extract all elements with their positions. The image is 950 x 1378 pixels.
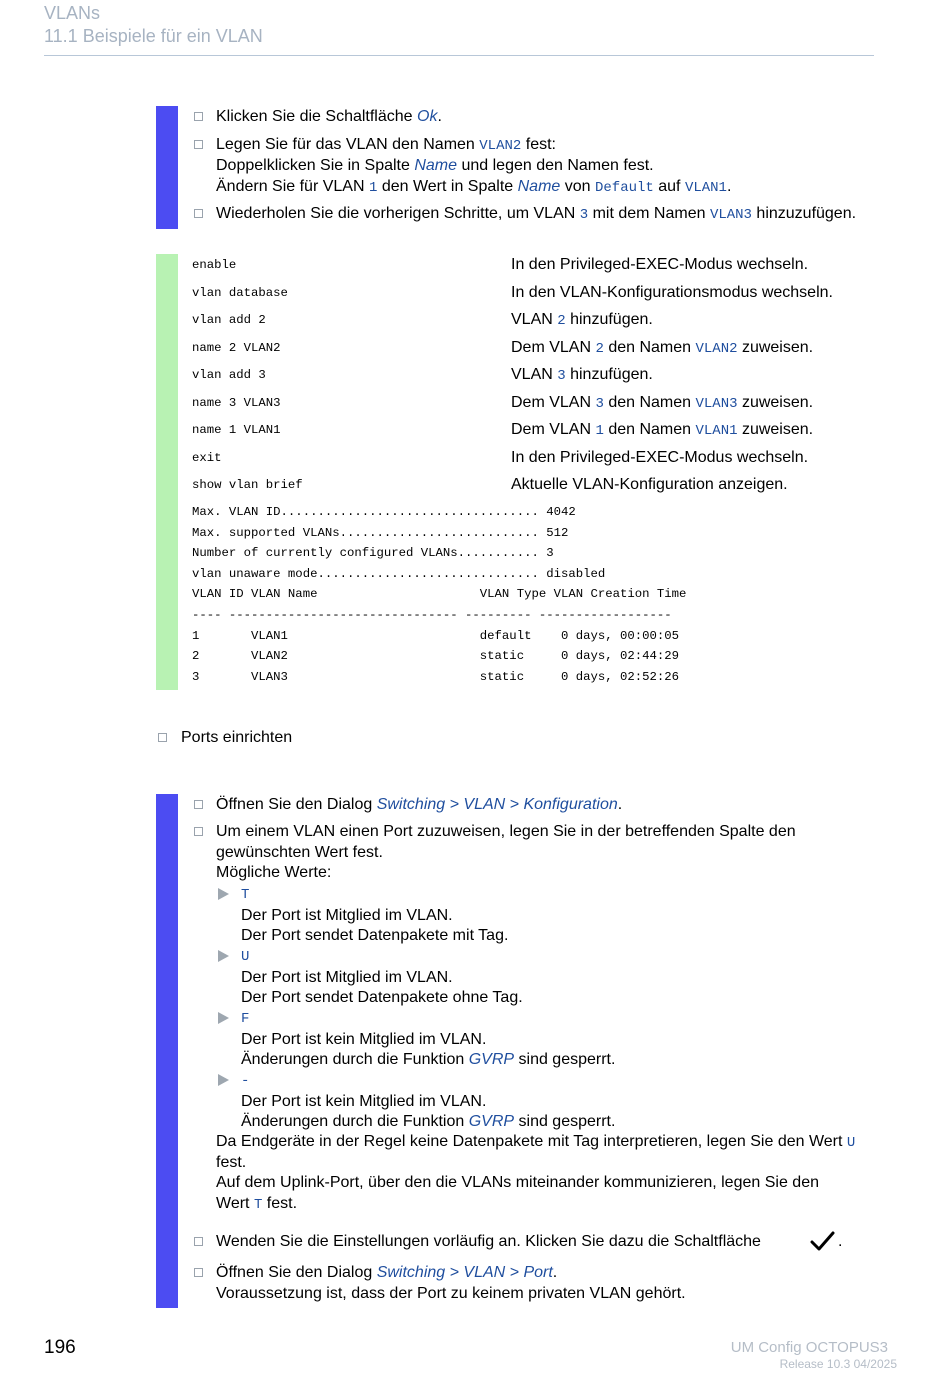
checkmark-icon: [810, 1230, 836, 1254]
value-code: -: [241, 1073, 250, 1089]
cli-bar: [156, 254, 178, 690]
procedure-bar: [156, 794, 178, 1308]
running-header: [44, 2, 263, 48]
value-description: Der Port ist Mitglied im VLAN.: [241, 906, 453, 924]
value-description: Der Port ist Mitglied im VLAN.: [241, 968, 453, 986]
bullet-triangle-icon: [218, 1074, 229, 1086]
ok-button-ref: Ok: [417, 108, 438, 125]
cli-output-line: 3 VLAN3 static 0 days, 02:52:26: [192, 669, 680, 684]
bullet-triangle-icon: [218, 950, 229, 962]
cli-command: name 1 VLAN1: [192, 423, 281, 437]
bullet-triangle-icon: [218, 888, 229, 900]
note-endgeraete-end: fest.: [216, 1154, 247, 1171]
footer-doc-title: UM Config OCTOPUS3: [730, 1339, 888, 1356]
value-description: Der Port ist kein Mitglied im VLAN.: [241, 1030, 487, 1048]
header-rule: [44, 55, 874, 56]
value-description: Änderungen durch die Funktion GVRP sind gesperrt.: [241, 1051, 616, 1068]
checkbox-icon: [194, 209, 203, 218]
note-uplink: Auf dem Uplink-Port, über den die VLANs miteinander kommunizieren, legen Sie den: [216, 1174, 819, 1191]
cli-description: VLAN 3 hinzufügen.: [511, 366, 653, 384]
value-description: Änderungen durch die Funktion GVRP sind gesperrt.: [241, 1113, 616, 1130]
note-endgeraete: Da Endgeräte in der Regel keine Datenpakete mit Tag interpretieren, legen Sie den Wert U: [216, 1133, 856, 1151]
cli-output-line: 2 VLAN2 static 0 days, 02:44:29: [192, 649, 680, 664]
cli-description: In den Privileged-EXEC-Modus wechseln.: [511, 256, 809, 273]
dialog-path: Switching > VLAN > Port: [376, 1264, 553, 1281]
cli-output-line: VLAN ID VLAN Name VLAN Type VLAN Creation Time: [192, 587, 687, 602]
cli-description: Dem VLAN 3 den Namen VLAN3 zuweisen.: [511, 393, 814, 412]
cli-output-line: Max. supported VLANs........................... 512: [192, 525, 569, 540]
bullet-triangle-icon: [218, 1012, 229, 1024]
value-code: F: [241, 1011, 250, 1027]
cli-command: enable: [192, 258, 237, 272]
checkbox-icon: [194, 1237, 203, 1246]
cli-command: name 2 VLAN2: [192, 340, 281, 355]
footer-release: Release 10.3 04/2025: [779, 1357, 897, 1371]
cli-description: In den VLAN-Konfigurationsmodus wechseln.: [511, 283, 833, 301]
cli-command: name 3 VLAN3: [192, 395, 281, 410]
cli-output-line: Number of currently configured VLANs........... 3: [192, 546, 554, 561]
checkbox-icon: [194, 1268, 203, 1277]
cli-output-line: 1 VLAN1 default 0 days, 00:00:05: [192, 628, 680, 643]
cli-command: vlan add 2: [192, 313, 266, 327]
checkbox-icon: [158, 733, 167, 742]
checkbox-icon: [194, 827, 203, 836]
header-section: 11.1 Beispiele für ein VLAN: [44, 26, 263, 46]
checkbox-icon: [194, 112, 203, 121]
cli-description: Dem VLAN 1 den Namen VLAN1 zuweisen.: [511, 421, 814, 439]
cli-command: vlan add 3: [192, 368, 266, 382]
cli-output-line: Max. VLAN ID................................... 4042: [192, 505, 576, 519]
value-description: Der Port sendet Datenpakete mit Tag.: [241, 927, 509, 944]
cli-output-line: ---- ------------------------------- --------- ------------------: [192, 608, 672, 622]
value-code: T: [241, 887, 250, 903]
cli-description: VLAN 2 hinzufügen.: [511, 311, 653, 329]
cli-command: exit: [192, 450, 222, 465]
checkbox-icon: [194, 140, 203, 149]
cli-command: show vlan brief: [192, 478, 303, 492]
cli-description: Dem VLAN 2 den Namen VLAN2 zuweisen.: [511, 338, 814, 357]
note-uplink-end: Wert T fest.: [216, 1195, 298, 1213]
cli-description: In den Privileged-EXEC-Modus wechseln.: [511, 448, 809, 466]
procedure-bar: [156, 106, 178, 229]
cli-output-line: vlan unaware mode.............................. disabled: [192, 566, 606, 581]
value-description: Der Port ist kein Mitglied im VLAN.: [241, 1092, 487, 1110]
dialog-path: Switching > VLAN > Konfiguration: [376, 796, 618, 813]
page-number: 196: [44, 1337, 76, 1358]
cli-command: vlan database: [192, 285, 288, 300]
value-description: Der Port sendet Datenpakete ohne Tag.: [241, 989, 523, 1006]
cli-description: Aktuelle VLAN-Konfiguration anzeigen.: [511, 476, 788, 493]
checkbox-icon: [194, 800, 203, 809]
header-chapter: VLANs: [44, 3, 101, 23]
value-code: U: [241, 949, 250, 965]
